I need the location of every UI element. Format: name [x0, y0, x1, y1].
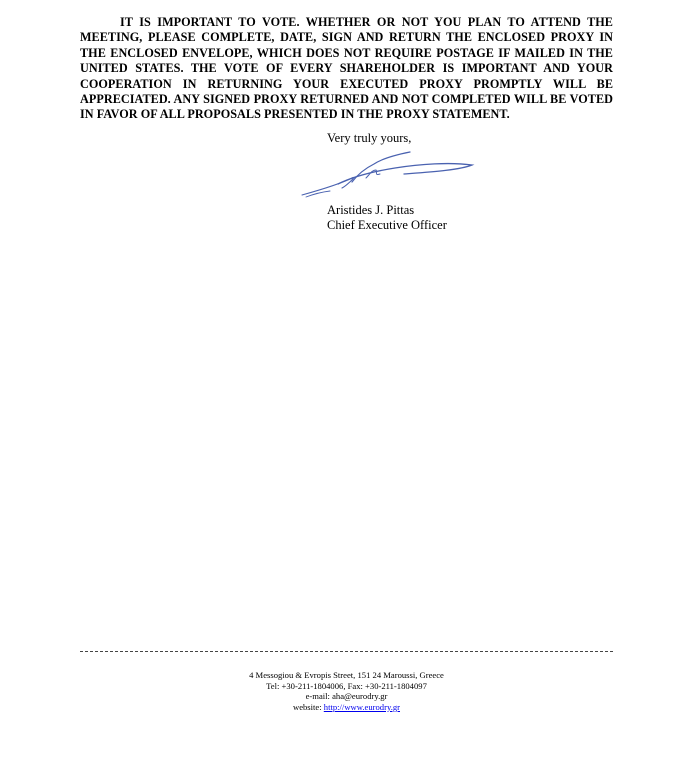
company-footer	[80, 670, 613, 712]
signer-name: Aristides J. Pittas	[327, 203, 415, 217]
signature-image	[300, 148, 480, 198]
footer-website	[80, 702, 613, 713]
voting-instructions-paragraph: IT IS IMPORTANT TO VOTE. WHETHER OR NOT YOU PLAN TO ATTEND THE MEETING, PLEASE COMPLETE, DATE, SIGN AND RETURN THE ENCLOSED PROXY IN THE ENCLOSED ENVELOPE, WHICH DOES NOT REQUIRE POSTAGE IF MAILED IN THE UNITED STATES. THE VOTE OF EVERY SHAREHOLDER IS IMPORTANT AND YOUR COOPERATION IN RETURNING YOUR EXECUTED PROXY PROMPTLY WILL BE APPRECIATED. ANY SIGNED PROXY RETURNED AND NOT COMPLETED WILL BE VOTED IN FAVOR OF ALL PROPOSALS PRESENTED IN THE PROXY STATEMENT.	[80, 15, 613, 122]
website-link[interactable]: http://www.eurodry.gr	[323, 701, 400, 712]
footer-divider	[80, 651, 613, 652]
signer-title: Chief Executive Officer	[327, 218, 447, 232]
letter-closing: Very truly yours,	[327, 131, 412, 145]
footer-phone-fax: Tel: +30-211-1804006, Fax: +30-211-1804097	[266, 680, 427, 691]
footer-address: 4 Messogiou & Evropis Street, 151 24 Maroussi, Greece	[249, 670, 444, 680]
footer-website-label: website:	[292, 701, 322, 712]
signer-block	[327, 203, 447, 233]
footer-email: e-mail: aha@eurodry.gr	[305, 691, 388, 702]
